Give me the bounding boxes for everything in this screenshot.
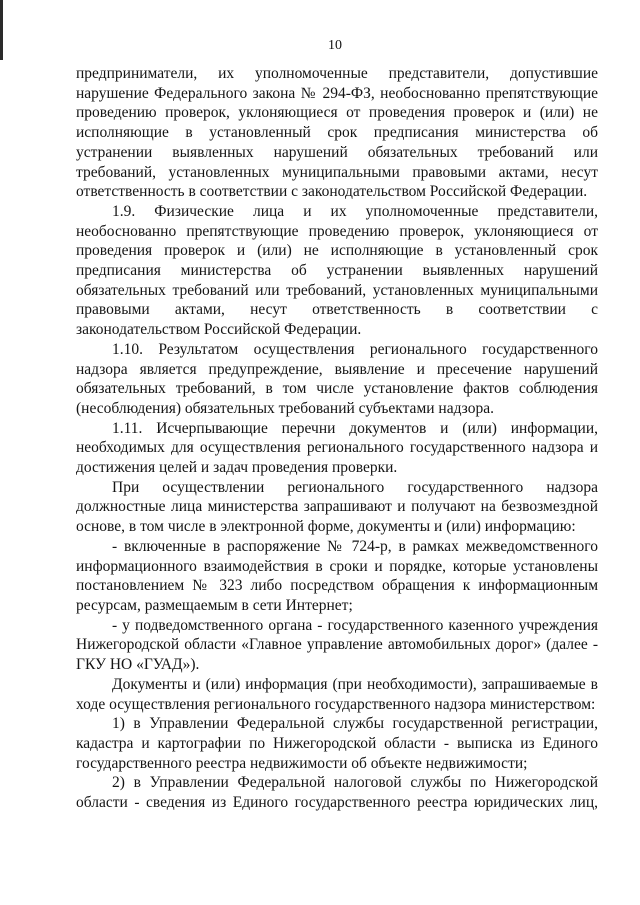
page-number: 10 [328, 38, 342, 53]
list-item-interagency: - включенные в распоряжение № 724-р, в рамках межведомственного информационного взаимодействия в сроки и порядке, которые установлены постановлением № 323 либо посредством обращения к информационным ресурсам, размещаемым в сети Интернет; [76, 537, 598, 614]
paragraph-1-10: 1.10. Результатом осуществления регионального государственного надзора является предупреждение, выявление и пресечение нарушений обязательных требований, в том числе установление фактов соблюдения (несоблюдения) обязательных требований субъектами надзора. [76, 340, 598, 417]
paragraph-1-9: 1.9. Физические лица и их уполномоченные представители, необоснованно препятствующие проведению проверок, уклоняющиеся от проведения проверок и (или) не исполняющие в установленный срок предписания министерства об устранении выявленных нарушений обязательных требований или требований, установленных муниципальными правовыми актами, несут ответственность в соответствии с законодательством Российской Федерации. [76, 202, 598, 339]
list-item-guad: - у подведомственного органа - государственного казенного учреждения Нижегородской области «Главное управление автомобильных дорог» (далее - ГКУ НО «ГУАД»). [76, 616, 598, 674]
document-body [76, 64, 598, 813]
list-item-tax-service: 2) в Управлении Федеральной налоговой службы по Нижегородской области - сведения из Единого государственного реестра юридических лиц, [76, 774, 598, 812]
list-item-rosreestr: 1) в Управлении Федеральной службы государственной регистрации, кадастра и картографии по Нижегородской области - выписка из Единого государственного реестра недвижимости об объекте недвижимости; [76, 715, 598, 772]
paragraph-1-11: 1.11. Исчерпывающие перечни документов и (или) информации, необходимых для осуществления регионального государственного надзора и достижения целей и задач проведения проверки. [76, 419, 598, 477]
paragraph-documents-requested: Документы и (или) информация (при необходимости), запрашиваемые в ходе осуществления регионального государственного надзора министерством: [76, 675, 598, 713]
paragraph-supervision-requests: При осуществлении регионального государственного надзора должностные лица министерства запрашивают и получают на безвозмездной основе, в том числе в электронной форме, документы и (или) информацию: [76, 478, 598, 536]
paragraph-continuation: предприниматели, их уполномоченные представители, допустившие нарушение Федерального закона № 294-ФЗ, необоснованно препятствующие проведению проверок, уклоняющиеся от проведения проверок и (или) не исполняющие в установленный срок предписания министерства об устранении выявленных нарушений обязательных требований или требований, установленных муниципальными правовыми актами, несут ответственность в соответствии с законодательством Российской Федерации. [76, 65, 598, 201]
